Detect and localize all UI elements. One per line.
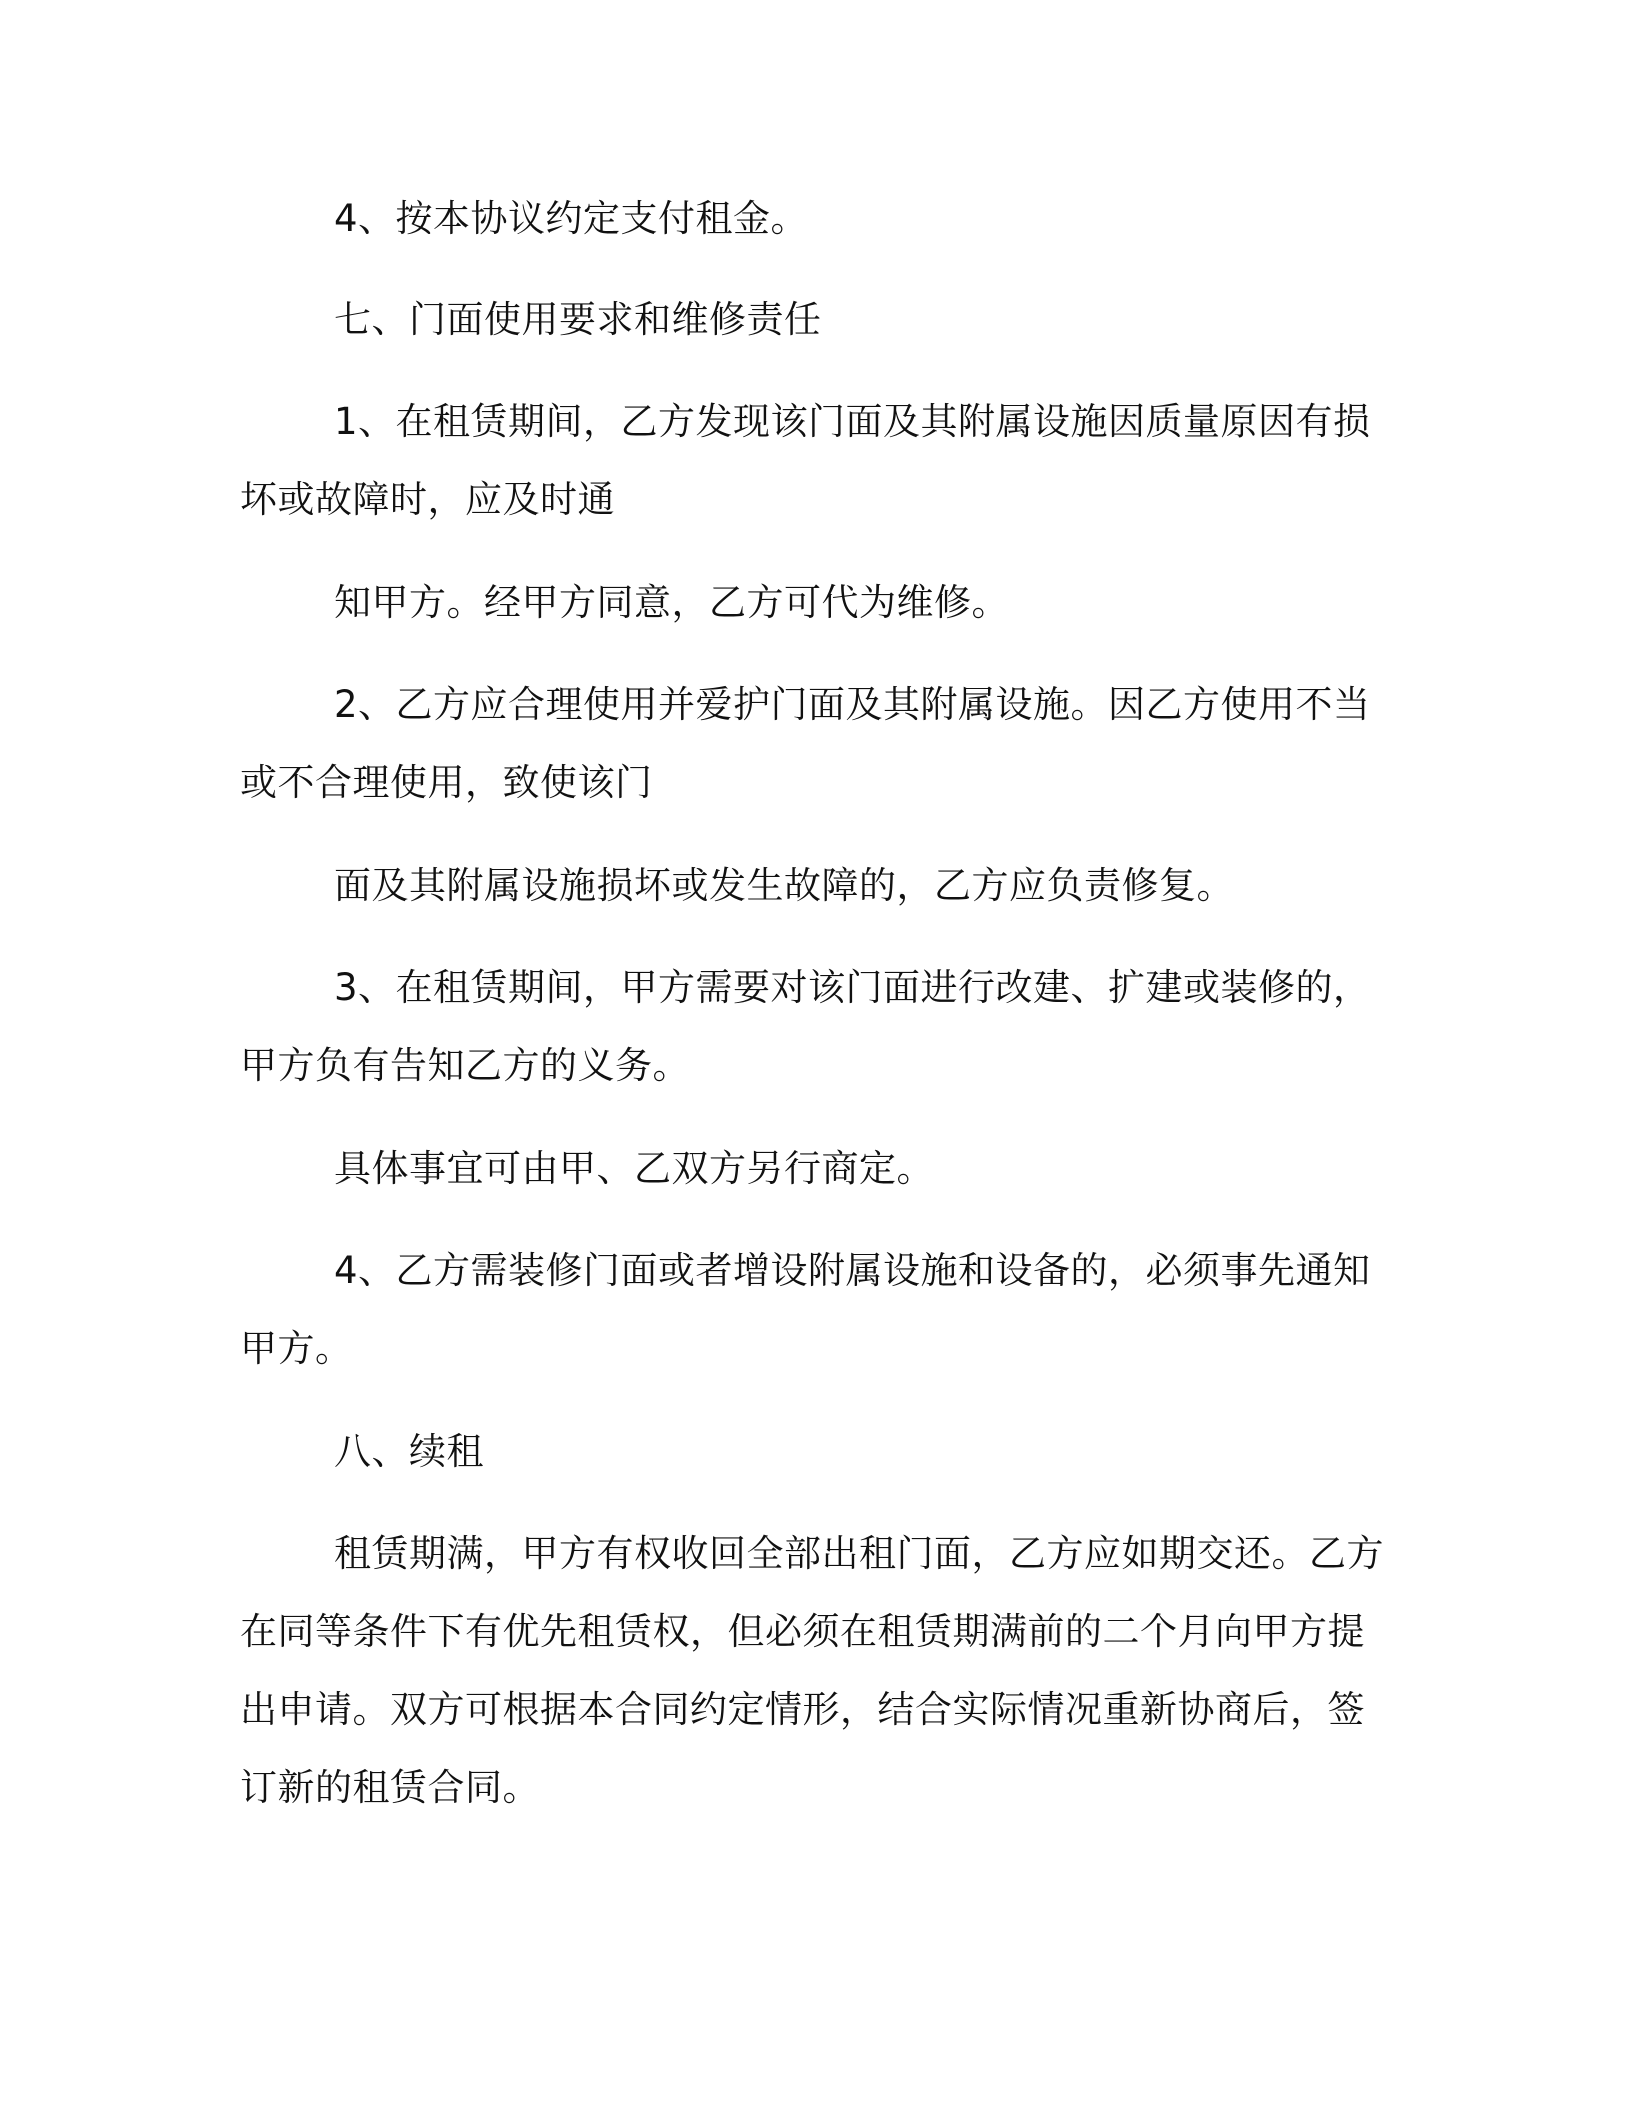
section-heading: 八、续租: [334, 1430, 484, 1473]
paragraph-line: 坏或故障时，应及时通: [240, 478, 615, 521]
paragraph-line: 甲方。: [240, 1327, 353, 1370]
paragraph-line: 租赁期满，甲方有权收回全部出租门面，乙方应如期交还。乙方: [334, 1532, 1384, 1575]
paragraph-line: 知甲方。经甲方同意，乙方可代为维修。: [334, 581, 1009, 624]
paragraph-line: 具体事宜可由甲、乙双方另行商定。: [334, 1147, 934, 1190]
paragraph-line: 2、乙方应合理使用并爱护门面及其附属设施。因乙方使用不当: [334, 683, 1371, 726]
paragraph-line: 出申请。双方可根据本合同约定情形，结合实际情况重新协商后，签: [240, 1688, 1365, 1731]
section-heading: 七、门面使用要求和维修责任: [334, 298, 822, 341]
paragraph-line: 在同等条件下有优先租赁权，但必须在租赁期满前的二个月向甲方提: [240, 1610, 1365, 1653]
paragraph-line: 或不合理使用，致使该门: [240, 761, 653, 804]
paragraph-line: 订新的租赁合同。: [240, 1766, 540, 1809]
paragraph-line: 4、乙方需装修门面或者增设附属设施和设备的，必须事先通知: [334, 1249, 1371, 1292]
paragraph-line: 1、在租赁期间，乙方发现该门面及其附属设施因质量原因有损: [334, 400, 1371, 443]
paragraph-line: 4、按本协议约定支付租金。: [334, 197, 809, 240]
paragraph-line: 3、在租赁期间，甲方需要对该门面进行改建、扩建或装修的，: [334, 966, 1371, 1009]
paragraph-line: 甲方负有告知乙方的义务。: [240, 1044, 690, 1087]
paragraph-line: 面及其附属设施损坏或发生故障的，乙方应负责修复。: [334, 864, 1234, 907]
